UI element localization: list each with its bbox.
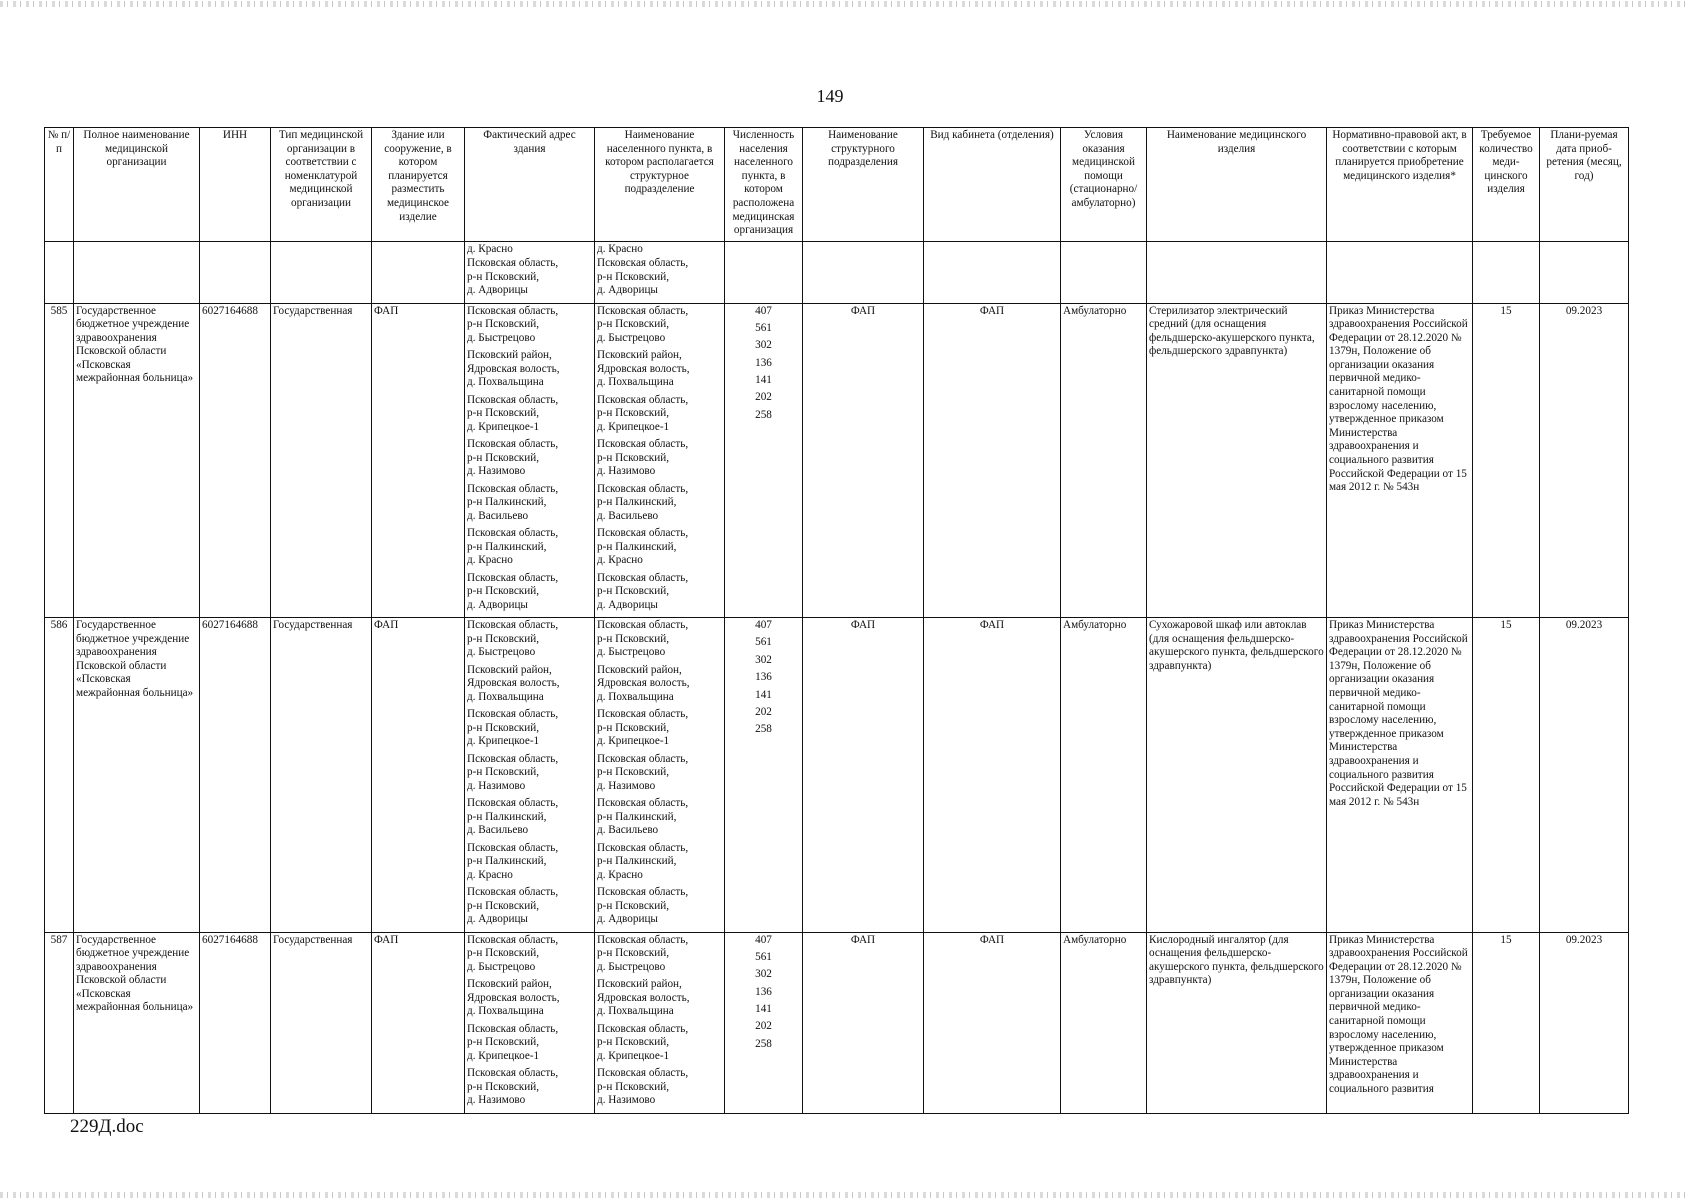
population-value: 302 [755, 968, 772, 981]
population-value: 136 [755, 985, 772, 998]
column-header: Здание или сооружение, в котором планируется разместить медицинское изделие [372, 128, 465, 242]
settlement-cell [595, 932, 725, 1113]
org-type: Государственная [271, 932, 372, 1113]
settlement-cell-line: Псковская область, р-н Псковский, д. Быстрецово [597, 304, 689, 344]
cabinet-type: ФАП [924, 303, 1061, 618]
table-row [45, 618, 1629, 933]
address-cell-line: Псковская область, р-н Палкинский, д. Васильево [467, 797, 559, 837]
settlement-cell-line: Псковская область, р-н Псковский, д. Адворицы [597, 886, 689, 926]
column-header: Требуемое количество меди-цинского изделия [1473, 128, 1540, 242]
population-value: 136 [755, 356, 772, 369]
population-value: 202 [755, 705, 772, 718]
care-conditions: Амбулаторно [1061, 618, 1147, 933]
table-row [45, 303, 1629, 618]
settlement-cell-line: Псковский район, Ядровская волость, д. Похвальщина [597, 663, 690, 703]
population-value: 141 [755, 688, 772, 701]
address-cell-line: Псковская область, р-н Псковский, д. Адворицы [467, 571, 559, 611]
footer-filename: 229Д.doc [70, 1116, 144, 1137]
address-cell-line: Псковская область, р-н Палкинский, д. Красно [467, 527, 559, 567]
care-conditions: Амбулаторно [1061, 303, 1147, 618]
empty-cell [271, 242, 372, 304]
population-value: 258 [755, 1037, 772, 1050]
empty-cell [200, 242, 271, 304]
cabinet-type: ФАП [924, 932, 1061, 1113]
cabinet-type: ФАП [924, 618, 1061, 933]
address-cell-line: Псковский район, Ядровская волость, д. Похвальщина [467, 349, 560, 389]
empty-cell [803, 242, 924, 304]
empty-cell [74, 242, 200, 304]
population-cell [725, 303, 803, 618]
population-value: 407 [755, 304, 772, 317]
address-cell-line: Псковская область, р-н Псковский, д. Быстрецово [467, 619, 559, 659]
row-number: 586 [45, 618, 74, 933]
column-header: Наименование населенного пункта, в котором располагается структурное подразделение [595, 128, 725, 242]
device-name: Стерилизатор электрический средний (для оснащения фельдшерско-акушерского пункта, фельдшерского здравпункта) [1147, 303, 1327, 618]
building: ФАП [372, 932, 465, 1113]
org-name: Государственное бюджетное учреждение здравоохранения Псковской области «Псковская межрайонная больница» [74, 303, 200, 618]
population-cell [725, 618, 803, 933]
settlement-cell-line: Псковская область, р-н Псковский, д. Адворицы [597, 571, 689, 611]
inn: 6027164688 [200, 303, 271, 618]
settlement-cell-line: Псковская область, р-н Псковский, д. Адворицы [597, 257, 689, 297]
scan-edge-bottom [0, 1192, 1686, 1198]
quantity: 15 [1473, 303, 1540, 618]
settlement-cell-line: Псковская область, р-н Псковский, д. Крипецкое-1 [597, 708, 689, 748]
settlement-cell-line: Псковская область, р-н Псковский, д. Быстрецово [597, 619, 689, 659]
quantity: 15 [1473, 932, 1540, 1113]
population-value: 407 [755, 933, 772, 946]
settlement-cell-line: Псковская область, р-н Псковский, д. Быстрецово [597, 933, 689, 973]
address-cell [465, 618, 595, 933]
address-cell-line: Псковская область, р-н Псковский, д. Назимово [467, 1067, 559, 1107]
empty-cell [372, 242, 465, 304]
column-header: Условия оказания медицинской помощи (стационарно/амбулаторно) [1061, 128, 1147, 242]
settlement-cell-line: д. Красно [597, 243, 643, 255]
org-type: Государственная [271, 303, 372, 618]
settlement-cell-line: Псковская область, р-н Палкинский, д. Красно [597, 527, 689, 567]
address-cell-line: Псковская область, р-н Псковский, д. Быстрецово [467, 933, 559, 973]
medical-device-table [44, 127, 1629, 1114]
empty-cell [1473, 242, 1540, 304]
column-header: № п/п [45, 128, 74, 242]
address-cell-line: Псковская область, р-н Псковский, д. Адворицы [467, 257, 559, 297]
population-value: 258 [755, 723, 772, 736]
org-name: Государственное бюджетное учреждение здравоохранения Псковской области «Псковская межрайонная больница» [74, 932, 200, 1113]
settlement-cell-line: Псковская область, р-н Псковский, д. Назимово [597, 752, 689, 792]
empty-cell [1540, 242, 1629, 304]
settlement-cell-line: Псковский район, Ядровская волость, д. Похвальщина [597, 978, 690, 1018]
address-cell [465, 932, 595, 1113]
legal-act: Приказ Министерства здравоохранения Российской Федерации от 28.12.2020 № 1379н, Положение об организации оказания первичной медико-санитарной помощи взрослому населению, утвержденное приказом Министерства здравоохранения и социального развития Российской Федерации от 15 мая 2012 г. № 543н [1327, 618, 1473, 933]
settlement-cell [595, 618, 725, 933]
settlement-cell [595, 303, 725, 618]
population-value: 141 [755, 1003, 772, 1016]
unit-name: ФАП [803, 303, 924, 618]
inn: 6027164688 [200, 618, 271, 933]
population-value: 136 [755, 671, 772, 684]
settlement-cell-line: Псковская область, р-н Псковский, д. Назимово [597, 1067, 689, 1107]
empty-cell [45, 242, 74, 304]
empty-cell [1147, 242, 1327, 304]
column-header: Плани-руемая дата приоб-ретения (месяц, год) [1540, 128, 1629, 242]
population-value: 302 [755, 653, 772, 666]
building: ФАП [372, 618, 465, 933]
address-cell-line: Псковский район, Ядровская волость, д. Похвальщина [467, 663, 560, 703]
row-number: 585 [45, 303, 74, 618]
address-cell-line: Псковская область, р-н Палкинский, д. Васильево [467, 482, 559, 522]
unit-name: ФАП [803, 932, 924, 1113]
column-header: Наименование структурного подразделения [803, 128, 924, 242]
row-number: 587 [45, 932, 74, 1113]
address-cell-line: Псковский район, Ядровская волость, д. Похвальщина [467, 978, 560, 1018]
settlement-cell-line: Псковская область, р-н Палкинский, д. Красно [597, 841, 689, 881]
column-header: Фактический адрес здания [465, 128, 595, 242]
population-value: 202 [755, 1020, 772, 1033]
settlement-cell-line: Псковская область, р-н Псковский, д. Крипецкое-1 [597, 393, 689, 433]
column-header: Тип медицинской организации в соответствии с номенклатурой медицинской организации [271, 128, 372, 242]
legal-act: Приказ Министерства здравоохранения Российской Федерации от 28.12.2020 № 1379н, Положение об организации оказания первичной медико-санитарной помощи взрослому населению, утвержденное приказом Министерства здравоохранения и социального развития [1327, 932, 1473, 1113]
settlement-cell-line: Псковская область, р-н Псковский, д. Назимово [597, 438, 689, 478]
column-header: ИНН [200, 128, 271, 242]
population-value: 302 [755, 339, 772, 352]
empty-cell [1061, 242, 1147, 304]
table-header-row [45, 128, 1629, 242]
settlement-cell-line: Псковская область, р-н Псковский, д. Крипецкое-1 [597, 1022, 689, 1062]
population-value: 141 [755, 374, 772, 387]
purchase-date: 09.2023 [1540, 303, 1629, 618]
page-number: 149 [816, 86, 844, 106]
settlement-cell-line: Псковский район, Ядровская волость, д. Похвальщина [597, 349, 690, 389]
population-value: 561 [755, 321, 772, 334]
address-cell [465, 242, 595, 304]
purchase-date: 09.2023 [1540, 618, 1629, 933]
column-header: Вид кабинета (отделения) [924, 128, 1061, 242]
unit-name: ФАП [803, 618, 924, 933]
population-value: 202 [755, 391, 772, 404]
address-cell-line: д. Красно [467, 243, 513, 255]
address-cell-line: Псковская область, р-н Псковский, д. Крипецкое-1 [467, 1022, 559, 1062]
settlement-cell-line: Псковская область, р-н Палкинский, д. Васильево [597, 482, 689, 522]
address-cell-line: Псковская область, р-н Палкинский, д. Красно [467, 841, 559, 881]
device-name: Кислородный ингалятор (для оснащения фельдшерско-акушерского пункта, фельдшерского здравпункта) [1147, 932, 1327, 1113]
address-cell [465, 303, 595, 618]
population-value: 561 [755, 636, 772, 649]
population-value: 561 [755, 950, 772, 963]
address-cell-line: Псковская область, р-н Псковский, д. Назимово [467, 752, 559, 792]
empty-cell [1327, 242, 1473, 304]
address-cell-line: Псковская область, р-н Псковский, д. Адворицы [467, 886, 559, 926]
table-row-continuation [45, 242, 1629, 304]
column-header: Нормативно-правовой акт, в соответствии с которым планируется приобретение медицинского изделия* [1327, 128, 1473, 242]
purchase-date: 09.2023 [1540, 932, 1629, 1113]
table-row [45, 932, 1629, 1113]
population-cell [725, 932, 803, 1113]
address-cell-line: Псковская область, р-н Псковский, д. Назимово [467, 438, 559, 478]
address-cell-line: Псковская область, р-н Псковский, д. Быстрецово [467, 304, 559, 344]
quantity: 15 [1473, 618, 1540, 933]
address-cell-line: Псковская область, р-н Псковский, д. Крипецкое-1 [467, 393, 559, 433]
care-conditions: Амбулаторно [1061, 932, 1147, 1113]
population-value: 258 [755, 408, 772, 421]
device-name: Сухожаровой шкаф или автоклав (для оснащения фельдшерско-акушерского пункта, фельдшерского здравпункта) [1147, 618, 1327, 933]
empty-cell [725, 242, 803, 304]
org-name: Государственное бюджетное учреждение здравоохранения Псковской области «Псковская межрайонная больница» [74, 618, 200, 933]
building: ФАП [372, 303, 465, 618]
legal-act: Приказ Министерства здравоохранения Российской Федерации от 28.12.2020 № 1379н, Положение об организации оказания первичной медико-санитарной помощи взрослому населению, утвержденное приказом Министерства здравоохранения и социального развития Российской Федерации от 15 мая 2012 г. № 543н [1327, 303, 1473, 618]
scan-edge-top [0, 1, 1686, 7]
settlement-cell-line: Псковская область, р-н Палкинский, д. Васильево [597, 797, 689, 837]
inn: 6027164688 [200, 932, 271, 1113]
column-header: Численность населения населенного пункта, в котором расположена медицинская организация [725, 128, 803, 242]
column-header: Наименование медицинского изделия [1147, 128, 1327, 242]
settlement-cell [595, 242, 725, 304]
column-header: Полное наименование медицинской организации [74, 128, 200, 242]
population-value: 407 [755, 619, 772, 631]
empty-cell [924, 242, 1061, 304]
org-type: Государственная [271, 618, 372, 933]
address-cell-line: Псковская область, р-н Псковский, д. Крипецкое-1 [467, 708, 559, 748]
